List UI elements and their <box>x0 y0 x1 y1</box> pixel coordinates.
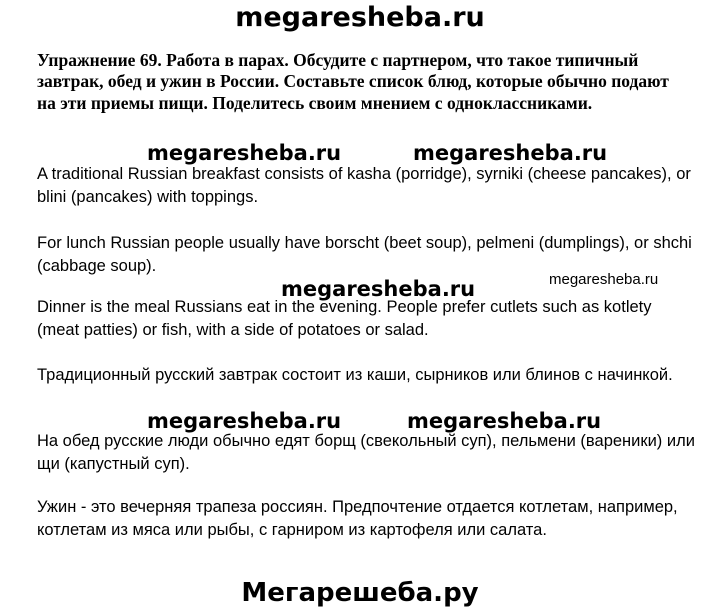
watermark-center: megaresheba.ru <box>281 277 476 301</box>
paragraph-dinner-ru: Ужин - это вечерняя трапеза россиян. Предпочтение отдается котлетам, например, котлетам из мяса или рыбы, с гарниром из картофеля или салата. <box>37 498 678 539</box>
exercise-header: Упражнение 69. Работа в парах. Обсудите с партнером, что такое типичный завтрак, обед и ужин в России. Составьте список блюд, которые обычно подают на эти приемы пищи. Поделитесь своим мнением с одноклассниками. <box>37 50 669 113</box>
watermark-small-right: megaresheba.ru <box>549 271 659 288</box>
watermark-lower-right: megaresheba.ru <box>407 409 602 433</box>
watermark-lower-left: megaresheba.ru <box>147 409 342 433</box>
watermark-bottom: Мегарешеба.ру <box>241 578 479 608</box>
watermark-middle-left: megaresheba.ru <box>147 141 342 165</box>
watermark-top: megaresheba.ru <box>235 2 485 33</box>
watermark-middle-right: megaresheba.ru <box>413 141 608 165</box>
paragraph-lunch-ru: На обед русские люди обычно едят борщ (свекольный суп), пельмени (вареники) или щи (капустный суп). <box>37 432 695 473</box>
paragraph-breakfast-en: A traditional Russian breakfast consists of kasha (porridge), syrniki (cheese pancakes), or blini (pancakes) with toppings. <box>37 165 691 206</box>
paragraph-breakfast-ru: Традиционный русский завтрак состоит из каши, сырников или блинов с начинкой. <box>37 366 673 384</box>
paragraph-lunch-en: For lunch Russian people usually have borscht (beet soup), pelmeni (dumplings), or shchi (cabbage soup). <box>37 234 692 275</box>
paragraph-dinner-en: Dinner is the meal Russians eat in the evening. People prefer cutlets such as kotlety (meat patties) or fish, with a side of potatoes or salad. <box>37 298 652 339</box>
